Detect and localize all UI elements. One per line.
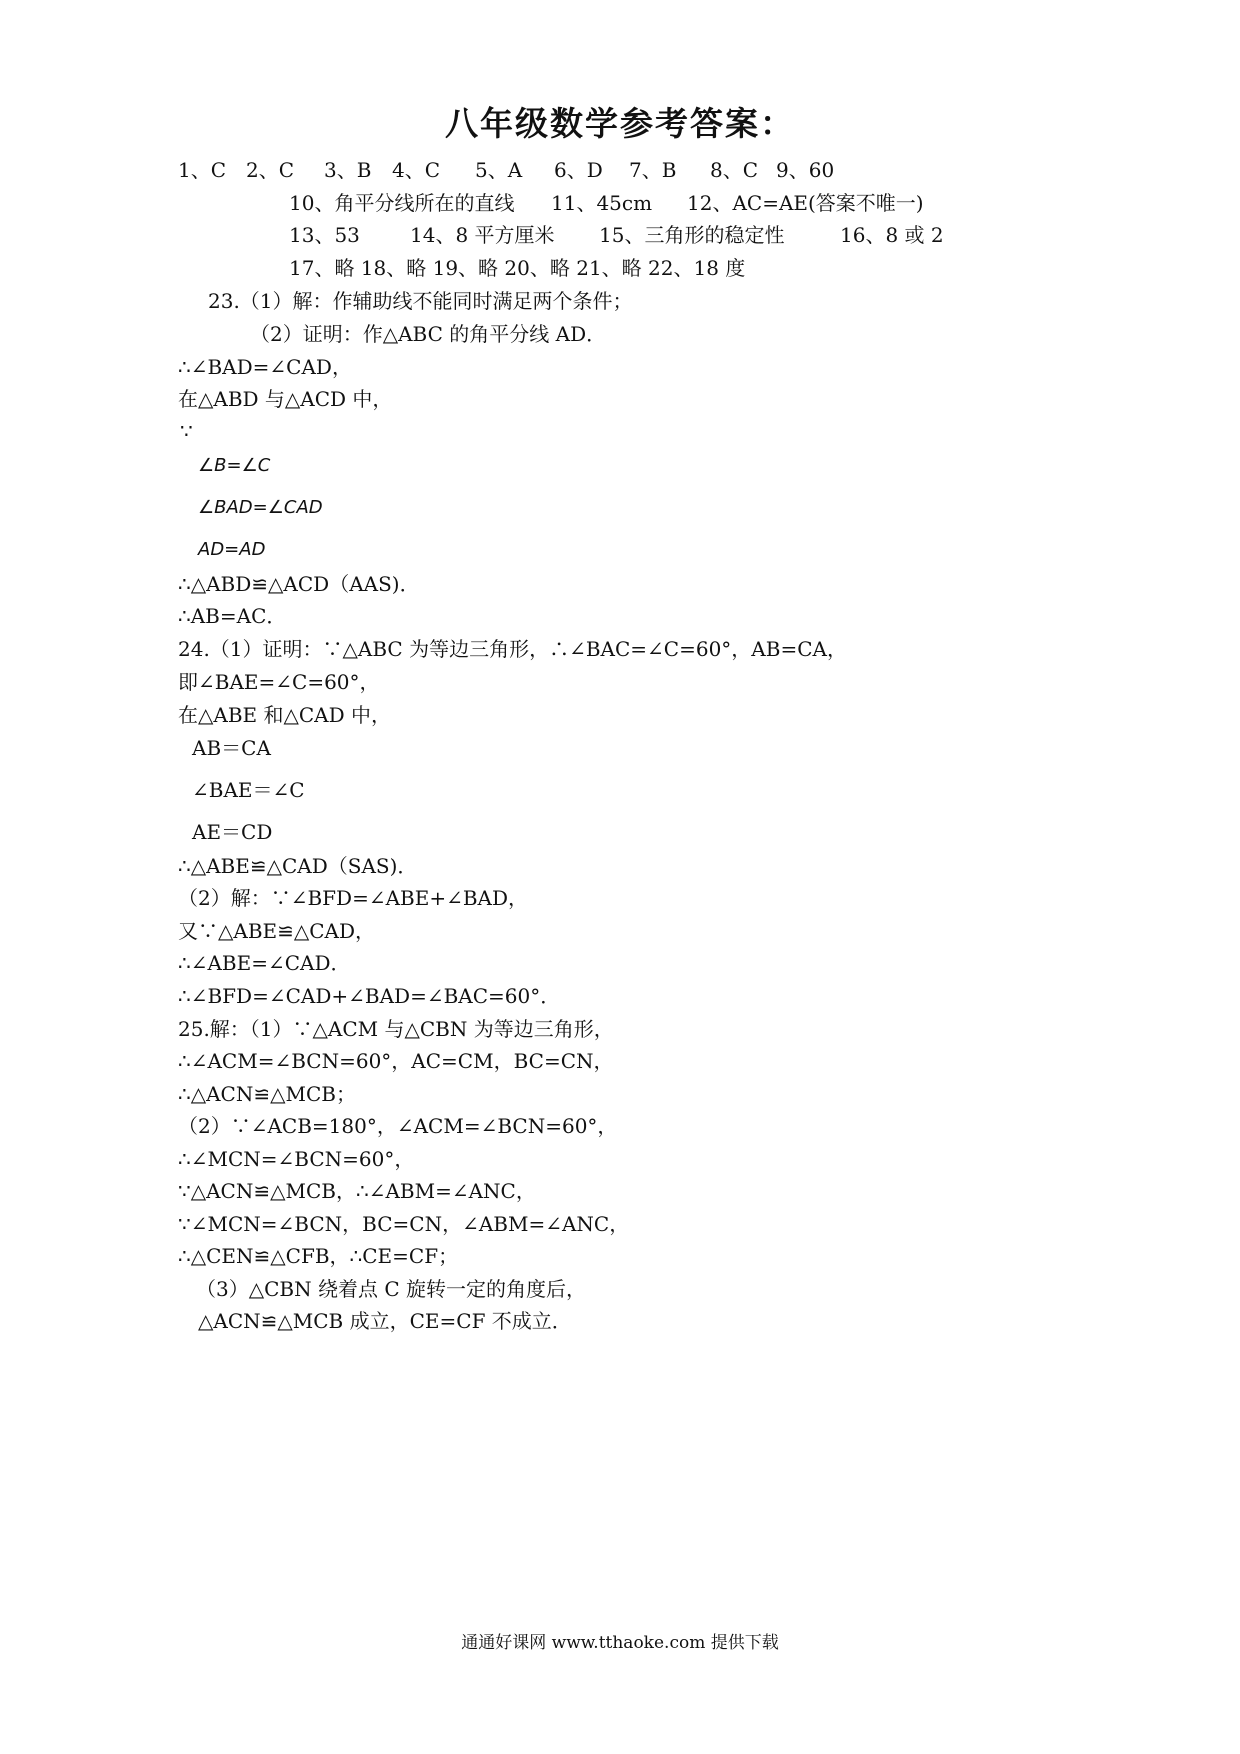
answer-item: 4、C — [392, 158, 441, 182]
answer-item: 1、C — [178, 158, 227, 182]
answer-item: 6、D — [554, 158, 603, 182]
q24-line: （2）解：∵∠BFD=∠ABE+∠BAD， — [178, 886, 529, 910]
answer-item: 15、三角形的稳定性 — [599, 223, 785, 247]
answer-item: 16、8 或 2 — [840, 223, 944, 247]
q25-line: 25.解：（1）∵△ACM 与△CBN 为等边三角形， — [178, 1017, 614, 1041]
answer-item: 13、53 — [289, 223, 360, 247]
q25-line: （2）∵∠ACB=180°，∠ACM=∠BCN=60°， — [178, 1114, 618, 1138]
q25-line: △ACN≌△MCB 成立，CE=CF 不成立． — [198, 1309, 572, 1333]
q25-line: ∴△CEN≌△CFB，∴CE=CF； — [178, 1244, 459, 1268]
q24-line: ∴∠ABE=∠CAD． — [178, 951, 351, 975]
q23-part2: （2）证明：作△ABC 的角平分线 AD． — [250, 322, 607, 346]
q23-condition: ∠BAD=∠CAD — [198, 497, 323, 518]
q24-line: 在△ABE 和△CAD 中， — [178, 703, 391, 727]
q23-line: ∴AB=AC． — [178, 604, 287, 628]
q24-line: ∴∠BFD=∠CAD+∠BAD=∠BAC=60°． — [178, 984, 561, 1008]
q24-condition: AE＝CD — [192, 820, 273, 844]
because-symbol: ∵ — [180, 419, 193, 443]
q23-condition: AD=AD — [198, 539, 266, 560]
answer-item: 10、角平分线所在的直线 — [289, 191, 515, 215]
answer-item: 2、C — [246, 158, 295, 182]
answer-item: 11、45cm — [551, 191, 653, 215]
answer-item: 14、8 平方厘米 — [410, 223, 555, 247]
q24-line: 又∵△ABE≌△CAD， — [178, 919, 376, 943]
q25-line: ∴△ACN≌△MCB； — [178, 1082, 356, 1106]
q23-condition: ∠B=∠C — [198, 455, 271, 476]
answer-item: 9、60 — [776, 158, 835, 182]
answer-item: 3、B — [324, 158, 372, 182]
q24-condition: AB＝CA — [192, 736, 271, 760]
q25-line: ∴∠MCN=∠BCN=60°， — [178, 1147, 415, 1171]
page-footer: 通通好课网 www.tthaoke.com 提供下载 — [461, 1633, 779, 1653]
answer-item: 8、C — [710, 158, 759, 182]
q23-line: 在△ABD 与△ACD 中， — [178, 387, 393, 411]
q25-line: ∵△ACN≌△MCB，∴∠ABM=∠ANC， — [178, 1179, 536, 1203]
q24-line: 24.（1）证明：∵△ABC 为等边三角形，∴∠BAC=∠C=60°，AB=CA， — [178, 637, 847, 661]
q23-line: ∴△ABD≌△ACD（AAS)． — [178, 572, 420, 596]
q24-line: 即∠BAE=∠C=60°， — [178, 670, 380, 694]
q25-line: （3）△CBN 绕着点 C 旋转一定的角度后， — [196, 1277, 586, 1301]
q23-part1: 23.（1）解：作辅助线不能同时满足两个条件； — [208, 289, 633, 313]
answer-item: 12、AC=AE(答案不唯一) — [687, 191, 924, 215]
q25-line: ∵∠MCN=∠BCN，BC=CN，∠ABM=∠ANC， — [178, 1212, 630, 1236]
answer-item: 5、A — [475, 158, 523, 182]
answer-item: 7、B — [629, 158, 677, 182]
q24-line: ∴△ABE≌△CAD（SAS)． — [178, 854, 418, 878]
answers-row-4: 17、略 18、略 19、略 20、略 21、略 22、18 度 — [289, 256, 746, 280]
q25-line: ∴∠ACM=∠BCN=60°，AC=CM，BC=CN， — [178, 1049, 614, 1073]
q24-condition: ∠BAE＝∠C — [192, 778, 305, 802]
q23-line: ∴∠BAD=∠CAD， — [178, 355, 352, 379]
page-title: 八年级数学参考答案： — [445, 104, 795, 143]
